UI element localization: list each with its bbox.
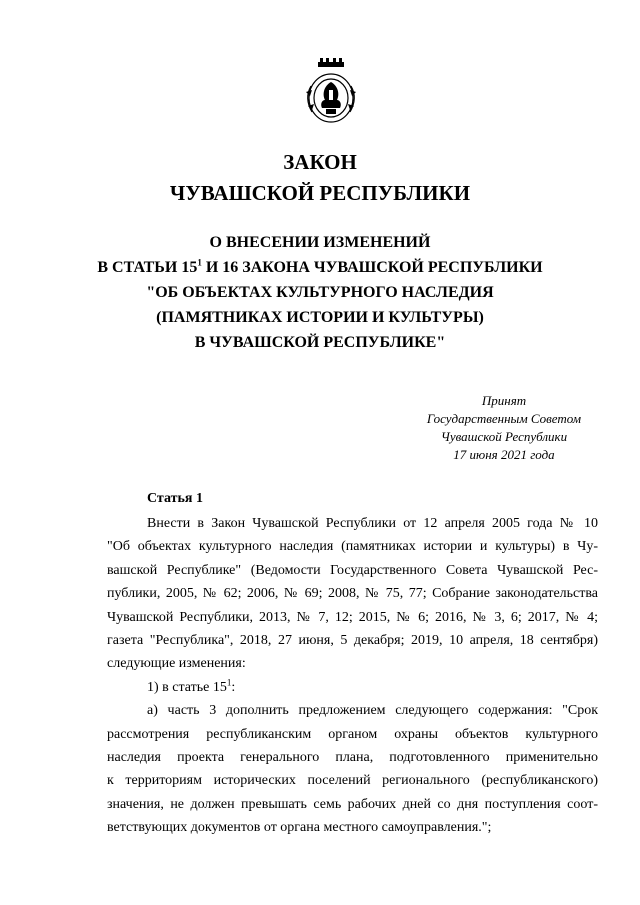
article-heading: Статья 1 [147, 491, 203, 506]
coat-of-arms-emblem [298, 56, 364, 126]
subtitle-line-2: В СТАТЬИ $15^1$ И 16 ЗАКОНА ЧУВАШСКОЙ РЕСПУБЛИКИ [97, 257, 543, 276]
adopted-republic: Чувашской Республики [440, 429, 568, 444]
law-title: ЗАКОН [283, 150, 357, 174]
adopted-date: 17 июня 2021 года [453, 447, 555, 462]
article-paragraph-1 [107, 512, 598, 839]
subtitle-line-3: "ОБ ОБЪЕКТАХ КУЛЬТУРНОГО НАСЛЕДИЯ [146, 284, 494, 301]
paragraph-line: Внести в Закон Чувашской Республики от 12 апреля 2005 года № 10 [147, 516, 598, 531]
paragraph-line: публики, 2005, № 62; 2006, № 69; 2008, № 75, 77; Собрание законодательства [107, 586, 598, 602]
adopted-body: Государственным Советом [426, 411, 582, 426]
paragraph-line: а) часть 3 дополнить предложением следующего содержания: "Срок [147, 703, 598, 719]
subtitle-line-5: В ЧУВАШСКОЙ РЕСПУБЛИКЕ" [194, 334, 446, 351]
republic-title: ЧУВАШСКОЙ РЕСПУБЛИКИ [169, 181, 471, 205]
paragraph-line: следующие изменения: [107, 656, 246, 672]
paragraph-line: "Об объектах культурного наследия (памятниках истории и культуры) в Чу- [107, 539, 598, 555]
item-1-heading: 1) в статье $15^1$: [147, 677, 236, 695]
paragraph-line: вашской Республике" (Ведомости Государственного Совета Чувашской Рес- [107, 562, 598, 578]
paragraph-line: ветствующих документов от органа местного самоуправления."; [107, 820, 492, 836]
paragraph-line: газета "Республика", 2018, 27 июня, 5 декабря; 2019, 10 апреля, 18 сентября) [107, 632, 598, 648]
adoption-note [400, 392, 608, 464]
paragraph-line: значения, не должен превышать семь рабочих дней со дня поступления соот- [107, 796, 598, 812]
subtitle-line-4: (ПАМЯТНИКАХ ИСТОРИИ И КУЛЬТУРЫ) [156, 309, 484, 326]
paragraph-line: наследия проекта генерального плана, подготовленного применительно [107, 749, 598, 765]
paragraph-line: к территориям исторических поселений регионального (республиканского) [107, 773, 598, 789]
subtitle-line-1: О ВНЕСЕНИИ ИЗМЕНЕНИЙ [209, 234, 431, 251]
adopted-label: Принят [481, 393, 527, 408]
paragraph-line: Чувашской Республики, 2013, № 7, 12; 2015, № 6; 2016, № 3, 6; 2017, № 4; [107, 609, 598, 625]
paragraph-line: рассмотрения республиканским органом охраны объектов культурного [107, 726, 598, 742]
